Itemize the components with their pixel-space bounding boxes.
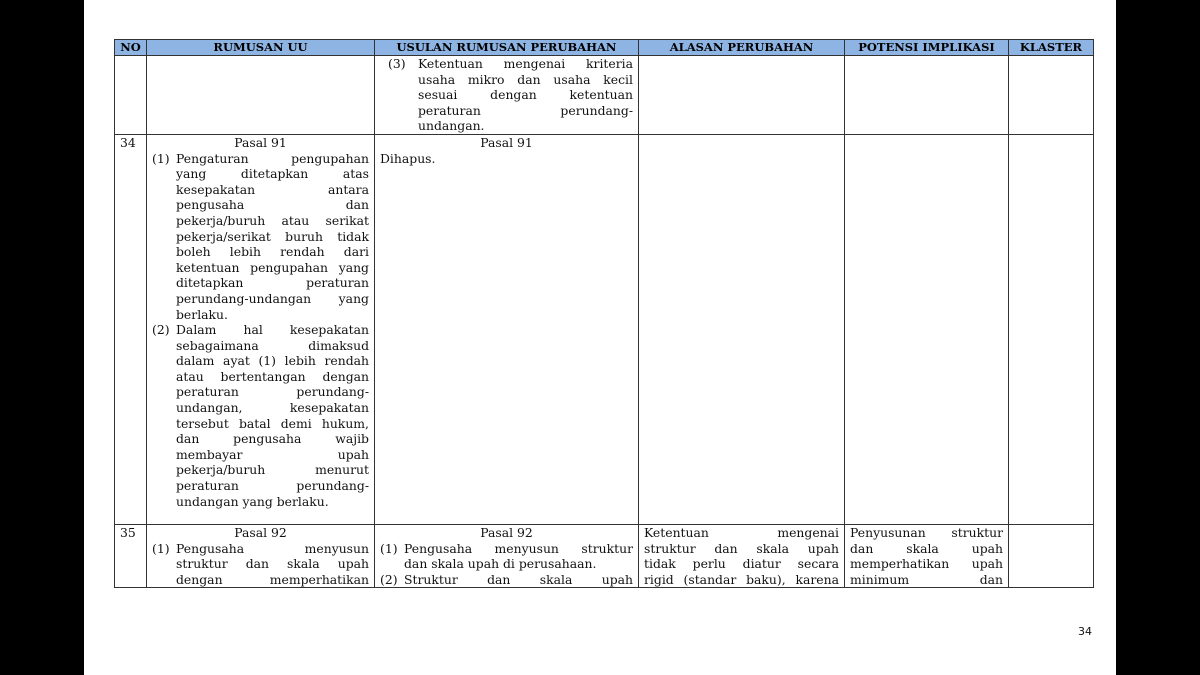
cell-klaster bbox=[1009, 524, 1094, 587]
cell-no bbox=[115, 56, 147, 135]
pasal-title: Pasal 91 bbox=[234, 134, 287, 150]
usulan-text: Dihapus. bbox=[380, 150, 436, 166]
header-no: NO bbox=[115, 40, 147, 56]
cell-rumusan bbox=[147, 524, 375, 587]
list-item: (2) Dalam hal kesepakatan sebagaimana dimaksud dalam ayat (1) lebih rendah atau bertentangan dengan peraturan perundang- undangan, kesepakatan tersebut batal demi hukum, dan pengusaha wajib membayar upah pekerja/buruh menurut peraturan perundang- undangan yang berlaku. bbox=[152, 322, 369, 509]
list-item: (1) Pengusaha menyusun struktur dan skala upah dengan memperhatikan bbox=[152, 540, 369, 587]
cell-klaster bbox=[1009, 56, 1094, 135]
cell-alasan bbox=[639, 56, 845, 135]
cell-potensi bbox=[845, 56, 1009, 135]
cell-usulan bbox=[375, 134, 639, 524]
cell-potensi bbox=[845, 134, 1009, 524]
cell-alasan bbox=[639, 134, 845, 524]
cell-rumusan bbox=[147, 56, 375, 135]
list-item: (1) Pengusaha menyusun struktur dan skala upah di perusahaan. bbox=[380, 540, 633, 572]
document-page bbox=[84, 0, 1116, 675]
header-potensi: POTENSI IMPLIKASI bbox=[845, 40, 1009, 56]
header-rumusan-uu: RUMUSAN UU bbox=[147, 40, 375, 56]
table-row bbox=[115, 56, 1094, 135]
pasal-title: Pasal 92 bbox=[234, 524, 287, 540]
cell-rumusan bbox=[147, 134, 375, 524]
item-number: (3) bbox=[388, 56, 406, 71]
list-item: (1) Pengaturan pengupahan yang ditetapkan atas kesepakatan antara pengusaha dan pekerja/buruh atau serikat pekerja/serikat buruh tidak boleh lebih rendah dari ketentuan pengupahan yang ditetapkan peraturan perundang-undangan yang berlaku. bbox=[152, 150, 369, 322]
list-item: (2) Struktur dan skala upah bbox=[380, 571, 633, 587]
header-row bbox=[115, 40, 1094, 56]
cell-no: 34 bbox=[115, 134, 147, 524]
cell-usulan: (3) Ketentuan mengenai kriteria usaha mikro dan usaha kecil sesuai dengan ketentuan peraturan perundang- undangan. bbox=[375, 56, 639, 135]
header-alasan: ALASAN PERUBAHAN bbox=[639, 40, 845, 56]
cell-alasan: Ketentuan mengenai struktur dan skala upah tidak perlu diatur secara rigid (standar baku), karena bbox=[639, 524, 845, 587]
cell-potensi: Penyusunan struktur dan skala upah memperhatikan upah minimum dan bbox=[845, 524, 1009, 587]
table-row bbox=[115, 524, 1094, 587]
cell-klaster bbox=[1009, 134, 1094, 524]
pasal-title: Pasal 92 bbox=[480, 524, 533, 540]
cell-usulan bbox=[375, 524, 639, 587]
page-number: 34 bbox=[1078, 625, 1092, 638]
header-klaster: KLASTER bbox=[1009, 40, 1094, 56]
header-usulan: USULAN RUMUSAN PERUBAHAN bbox=[375, 40, 639, 56]
pasal-title: Pasal 91 bbox=[480, 134, 533, 150]
table-row bbox=[115, 134, 1094, 524]
cell-no: 35 bbox=[115, 524, 147, 587]
regulation-table bbox=[114, 39, 1094, 588]
